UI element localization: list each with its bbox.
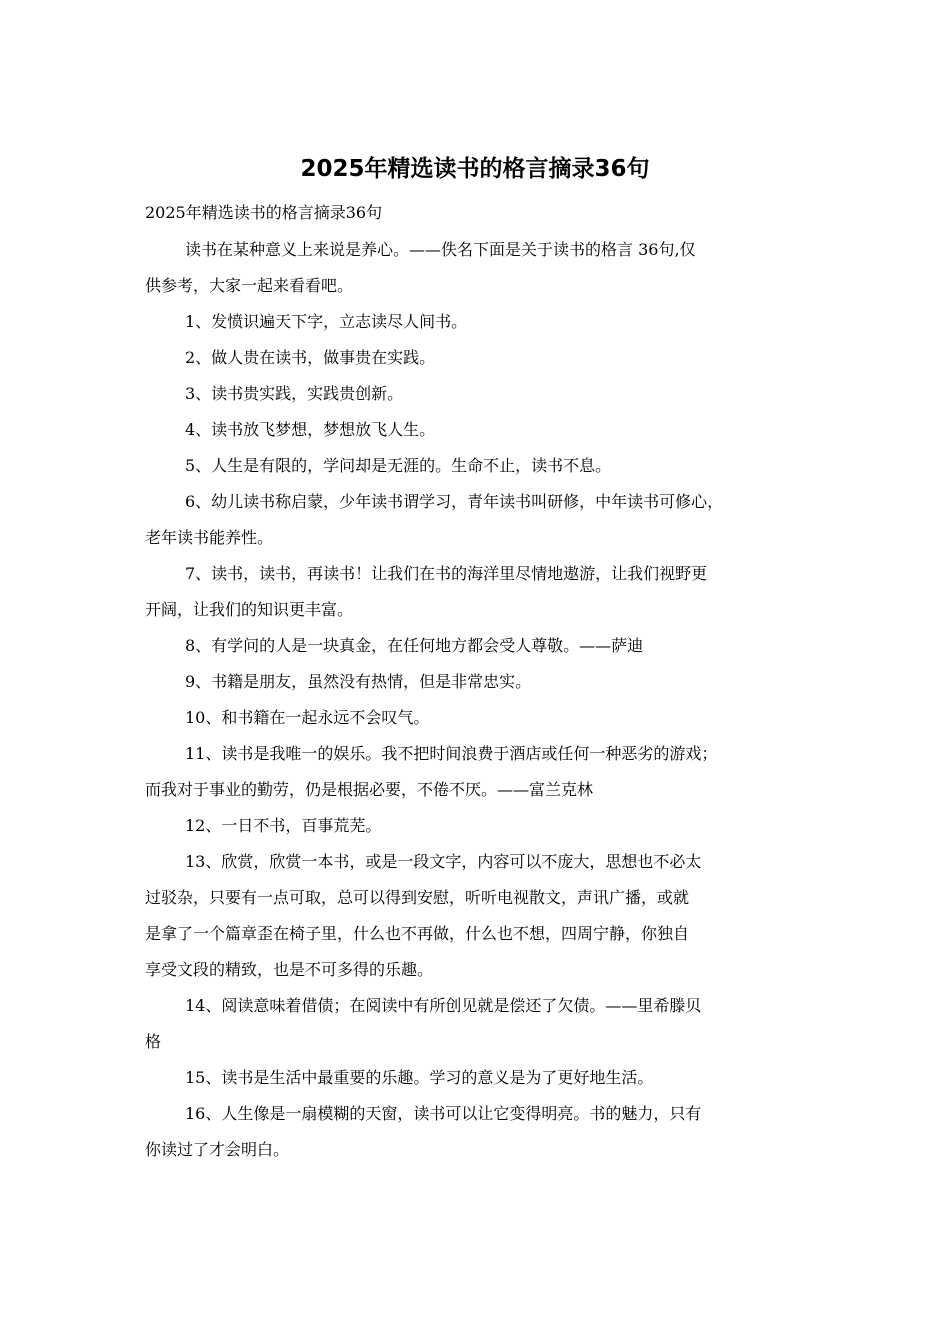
paragraph-line: 7、读书，读书，再读书！让我们在书的海洋里尽情地遨游，让我们视野更	[185, 564, 708, 583]
paragraph	[145, 556, 809, 628]
paragraph-line: 6、幼儿读书称启蒙，少年读书谓学习，青年读书叫研修，中年读书可修心，	[185, 492, 724, 511]
paragraph-line: 9、书籍是朋友，虽然没有热情，但是非常忠实。	[185, 672, 532, 691]
document-title: 2025年精选读书的格言摘录36句	[300, 156, 650, 182]
paragraph-line: 13、欣赏，欣赏一本书，或是一段文字，内容可以不庞大，思想也不必太	[185, 852, 702, 871]
paragraph	[145, 304, 809, 340]
paragraph-line: 是拿了一个篇章歪在椅子里，什么也不再做，什么也不想，四周宁静，你独自	[145, 924, 690, 943]
paragraph-list	[145, 232, 809, 1168]
paragraph-line: 4、读书放飞梦想，梦想放飞人生。	[185, 420, 436, 439]
paragraph	[145, 376, 809, 412]
paragraph-line: 你读过了才会明白。	[145, 1140, 290, 1159]
paragraph	[145, 844, 809, 988]
paragraph-line: 而我对于事业的勤劳，仍是根据必要，不倦不厌。——富兰克林	[145, 780, 594, 799]
paragraph-line: 12、一日不书，百事荒芜。	[185, 816, 382, 835]
paragraph	[145, 1096, 809, 1168]
paragraph	[145, 484, 809, 556]
paragraph	[145, 448, 809, 484]
paragraph	[145, 988, 809, 1060]
paragraph	[145, 700, 809, 736]
paragraph-line: 读书在某种意义上来说是养心。——佚名下面是关于读书的格言 36句,仅	[185, 240, 696, 259]
document-body	[145, 199, 809, 1168]
paragraph	[145, 340, 809, 376]
paragraph-line: 开阔，让我们的知识更丰富。	[145, 600, 354, 619]
paragraph-line: 2、做人贵在读书，做事贵在实践。	[185, 348, 436, 367]
paragraph	[145, 412, 809, 448]
paragraph-line: 16、人生像是一扇模糊的天窗，读书可以让它变得明亮。书的魅力，只有	[185, 1104, 702, 1123]
paragraph-line: 8、有学问的人是一块真金，在任何地方都会受人尊敬。——萨迪	[185, 636, 644, 655]
paragraph	[145, 736, 809, 808]
paragraph-line: 5、人生是有限的，学问却是无涯的。生命不止，读书不息。	[185, 456, 612, 475]
paragraph-line: 11、读书是我唯一的娱乐。我不把时间浪费于酒店或任何一种恶劣的游戏；	[185, 744, 718, 763]
paragraph	[145, 1060, 809, 1096]
paragraph	[145, 628, 809, 664]
paragraph-line: 供参考，大家一起来看看吧。	[145, 276, 354, 295]
paragraph-line: 3、读书贵实践，实践贵创新。	[185, 384, 404, 403]
paragraph-line: 10、和书籍在一起永远不会叹气。	[185, 708, 430, 727]
paragraph-line: 14、阅读意味着借债；在阅读中有所创见就是偿还了欠债。——里希滕贝	[185, 996, 702, 1015]
paragraph-line: 1、发愤识遍天下字，立志读尽人间书。	[185, 312, 468, 331]
paragraph-line: 格	[145, 1032, 162, 1051]
paragraph-line: 过驳杂，只要有一点可取，总可以得到安慰，听听电视散文，声讯广播，或就	[145, 888, 690, 907]
paragraph-line: 老年读书能养性。	[145, 528, 274, 547]
document-subtitle: 2025年精选读书的格言摘录36句	[145, 203, 383, 222]
paragraph-line: 享受文段的精致，也是不可多得的乐趣。	[145, 960, 434, 979]
paragraph	[145, 664, 809, 700]
paragraph	[145, 808, 809, 844]
paragraph-line: 15、读书是生活中最重要的乐趣。学习的意义是为了更好地生活。	[185, 1068, 654, 1087]
paragraph	[145, 232, 809, 304]
